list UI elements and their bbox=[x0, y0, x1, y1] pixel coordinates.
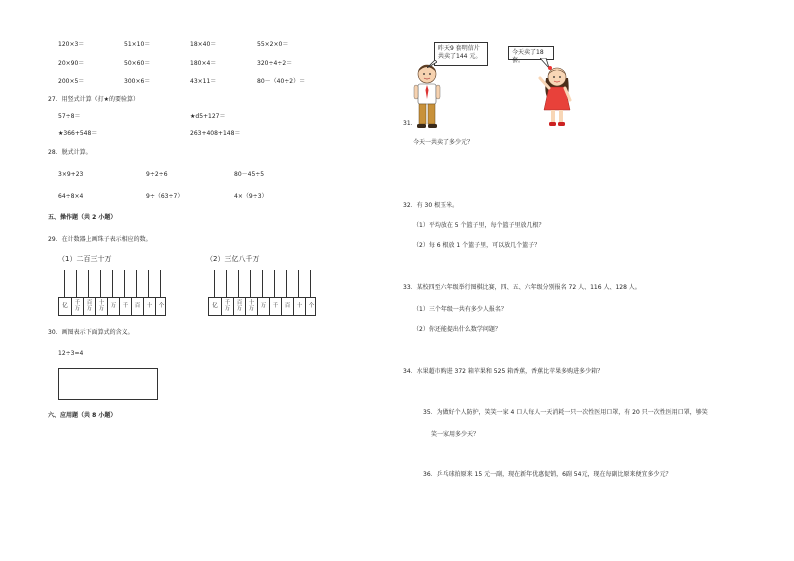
q33-item: （1）三个年级一共有多少人报名？ bbox=[413, 306, 507, 313]
q27-item: ★d5+127＝ bbox=[190, 113, 226, 120]
bubble-tail bbox=[427, 60, 437, 68]
abacus-rod[interactable] bbox=[310, 270, 311, 297]
place-value-cell: 百 bbox=[281, 298, 293, 315]
q35-line2: 笑一家用多少天？ bbox=[431, 431, 480, 438]
abacus-rod[interactable] bbox=[286, 270, 287, 297]
calc-item: 200×5＝ bbox=[58, 78, 85, 85]
calc-item: 50×60＝ bbox=[124, 60, 151, 67]
calc-item: 320÷4÷2＝ bbox=[257, 60, 293, 67]
q27-item: 263+408+148＝ bbox=[190, 130, 241, 137]
q27-title: 27．用竖式计算（打★的要验算） bbox=[48, 96, 140, 103]
q30-expression: 12÷3=4 bbox=[58, 350, 84, 357]
abacus-rod[interactable] bbox=[298, 270, 299, 297]
q28-item: 4×（9÷3） bbox=[234, 193, 268, 200]
abacus-rod[interactable] bbox=[112, 270, 113, 297]
q29-title: 29．在计数器上画珠子表示相应的数。 bbox=[48, 236, 152, 243]
place-value-cell: 千 万 bbox=[221, 298, 233, 315]
abacus-rod[interactable] bbox=[262, 270, 263, 297]
place-value-cell: 万 bbox=[107, 298, 119, 315]
place-value-cell: 十 bbox=[143, 298, 155, 315]
q30-title: 30．画图表示下面算式的含义。 bbox=[48, 329, 134, 336]
place-value-cell: 百 bbox=[131, 298, 143, 315]
section-heading: 六、应用题（共 8 小题） bbox=[48, 412, 117, 419]
place-value-cell: 个 bbox=[155, 298, 167, 315]
abacus-rod[interactable] bbox=[148, 270, 149, 297]
place-value-cell: 十 bbox=[293, 298, 305, 315]
calc-item: 80－（40÷2）＝ bbox=[257, 78, 306, 85]
abacus-rod[interactable] bbox=[214, 270, 215, 297]
q32-item: （2）每 6 根放 1 个篮子里，可以放几个篮子？ bbox=[413, 242, 541, 249]
q28-item: 64÷8×4 bbox=[58, 193, 84, 200]
q27-item: ★366+548＝ bbox=[58, 130, 98, 137]
q27-item: 57÷8＝ bbox=[58, 113, 81, 120]
bubble-line: 昨天9 套明信片 bbox=[438, 45, 480, 52]
abacus-counter-1[interactable] bbox=[58, 270, 166, 316]
place-value-cell: 千 万 bbox=[71, 298, 83, 315]
girl-illustration bbox=[538, 64, 576, 128]
q29-part2: （2）三亿八千万 bbox=[206, 255, 260, 263]
q28-item: 9÷（63÷7） bbox=[146, 193, 184, 200]
drawing-answer-box[interactable] bbox=[58, 368, 158, 400]
q28-item: 80－45÷5 bbox=[234, 171, 265, 178]
abacus-rod[interactable] bbox=[238, 270, 239, 297]
q28-title: 28．脱式计算。 bbox=[48, 149, 92, 156]
place-value-cell: 千 bbox=[269, 298, 281, 315]
abacus-rod[interactable] bbox=[88, 270, 89, 297]
place-value-cell: 万 bbox=[257, 298, 269, 315]
q28-item: 3×9+23 bbox=[58, 171, 84, 178]
abacus-rod[interactable] bbox=[136, 270, 137, 297]
q31-question: 今天一共卖了多少元？ bbox=[413, 139, 474, 146]
place-value-cell: 百 万 bbox=[83, 298, 95, 315]
boy-speech-bubble bbox=[434, 42, 488, 66]
q34-question: 34．水果超市购进 372 箱苹果和 525 箱香蕉，香蕉比苹果多购进多少箱？ bbox=[403, 368, 604, 375]
abacus-rod[interactable] bbox=[250, 270, 251, 297]
q33-item: （2）你还能提出什么数学问题？ bbox=[413, 326, 501, 333]
place-value-cell: 千 bbox=[119, 298, 131, 315]
bubble-line: 今天卖了18 套。 bbox=[512, 49, 544, 64]
q32-title: 32．有 30 根玉米。 bbox=[403, 202, 459, 209]
place-value-cell: 百 万 bbox=[233, 298, 245, 315]
place-value-cell: 亿 bbox=[212, 302, 218, 309]
calc-item: 120×3＝ bbox=[58, 41, 85, 48]
abacus-rod[interactable] bbox=[274, 270, 275, 297]
q33-title: 33．某校四至六年级举行图棋比赛，四、五、六年级分别报名 72 人、116 人、128 人。 bbox=[403, 284, 641, 291]
place-value-cell: 十 万 bbox=[245, 298, 257, 315]
calc-item: 51×10＝ bbox=[124, 41, 151, 48]
abacus-rod[interactable] bbox=[64, 270, 65, 297]
q29-part1: （1）二百三十万 bbox=[58, 255, 112, 263]
bubble-line: 共卖了144 元。 bbox=[438, 52, 482, 60]
q36-question: 36．乒乓球拍原来 15 元一副，现在新年优惠促销，6副 54元，现在每副比原来便宜多少元？ bbox=[423, 471, 672, 478]
place-value-cell: 十 万 bbox=[95, 298, 107, 315]
calc-item: 55×2×0＝ bbox=[257, 41, 289, 48]
q32-item: （1）平均放在 5 个篮子里，每个篮子里放几根？ bbox=[413, 222, 545, 229]
section-heading: 五、操作题（共 2 小题） bbox=[48, 214, 117, 221]
abacus-rod[interactable] bbox=[124, 270, 125, 297]
abacus-rod[interactable] bbox=[100, 270, 101, 297]
calc-item: 180×4＝ bbox=[190, 60, 217, 67]
abacus-rod[interactable] bbox=[160, 270, 161, 297]
q31-number: 31． bbox=[403, 120, 417, 127]
abacus-counter-2[interactable] bbox=[208, 270, 316, 316]
q28-item: 9÷2÷6 bbox=[146, 171, 168, 178]
abacus-rod[interactable] bbox=[226, 270, 227, 297]
abacus-rod[interactable] bbox=[76, 270, 77, 297]
q35-line1: 35．为做好个人防护，笑笑一家 4 口人每人一天消耗一只一次性医用口罩，有 20 只一次性医用口罩，够笑 bbox=[423, 409, 708, 416]
calc-item: 300×6＝ bbox=[124, 78, 151, 85]
calc-item: 43×11＝ bbox=[190, 78, 217, 85]
place-value-cell: 个 bbox=[305, 298, 317, 315]
calc-item: 20×90＝ bbox=[58, 60, 85, 67]
place-value-cell: 亿 bbox=[62, 302, 68, 309]
calc-item: 18×40＝ bbox=[190, 41, 217, 48]
